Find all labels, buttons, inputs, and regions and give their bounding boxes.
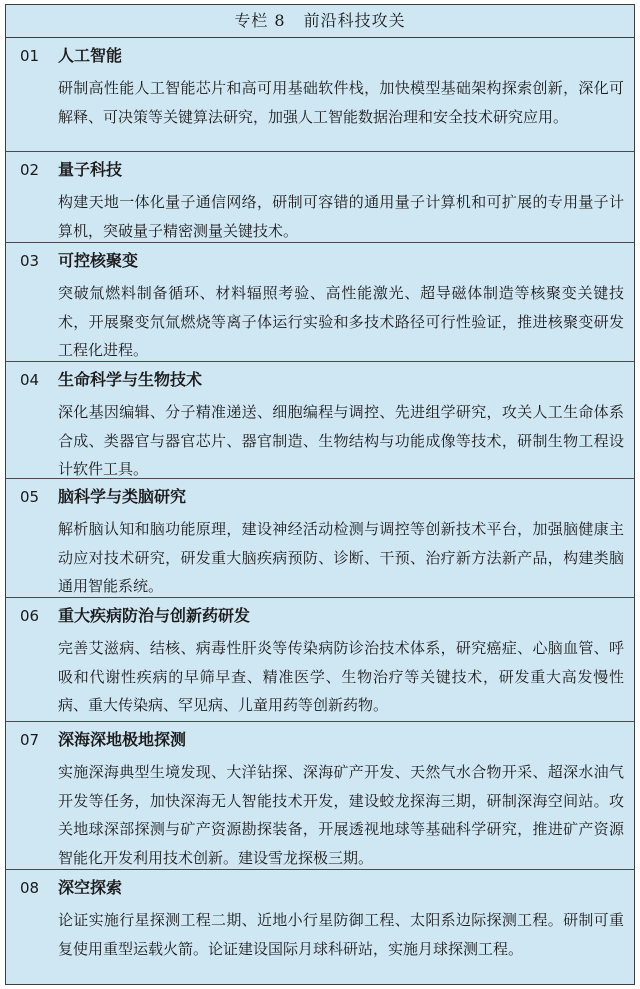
section-number: 07 [20,731,40,749]
section-heading [20,370,202,390]
section-deep-exploration [6,722,634,870]
section-text: 实施深海典型生境发现、大洋钻探、深海矿产开发、天然气水合物开采、超深水油气开发等任务，加快深海无人智能技术开发，建设蛟龙探海三期，研制深海空间站。攻关地球深部探测与矿产资源勘探装备，开展透视地球等基础科学研究，推进矿产资源智能化开发利用技术创新。建设雪龙探极三期。 [58,763,624,867]
section-heading [20,160,122,180]
section-title: 深海深地极地探测 [58,730,187,749]
section-title: 深空探索 [58,878,123,897]
section-heading [20,878,122,898]
section-text: 构建天地一体化量子通信网络，研制可容错的通用量子计算机和可扩展的专用量子计算机，突破量子精密测量关键技术。 [58,193,624,240]
section-heading [20,487,186,507]
section-title: 脑科学与类脑研究 [58,487,187,506]
box-title-label: 专栏 8 [234,11,286,30]
section-brain-science [6,479,634,598]
section-heading [20,46,122,66]
section-number: 05 [20,488,40,506]
section-title: 生命科学与生物技术 [58,370,203,389]
section-text: 突破氚燃料制备循环、材料辐照考验、高性能激光、超导磁体制造等核聚变关键技术，开展聚变氘氚燃烧等离子体运行实验和多技术路径可行性验证，推进核聚变研发工程化进程。 [58,284,624,359]
section-deep-space [6,870,634,984]
section-number: 01 [20,47,40,65]
section-text: 研制高性能人工智能芯片和高可用基础软件栈，加快模型基础架构探索创新，深化可解释、可决策等关键算法研究，加强人工智能数据治理和安全技术研究应用。 [58,79,624,126]
column-box [5,4,635,985]
section-ai [6,38,634,152]
section-quantum [6,152,634,243]
box-title [6,5,634,38]
section-life-science [6,362,634,479]
section-number: 02 [20,161,40,179]
section-text: 论证实施行星探测工程二期、近地小行星防御工程、太阳系边际探测工程。研制可重复使用重型运载火箭。论证建设国际月球科研站，实施月球探测工程。 [58,911,624,958]
section-title: 量子科技 [58,160,123,179]
section-text: 完善艾滋病、结核、病毒性肝炎等传染病防诊治技术体系，研究癌症、心脑血管、呼吸和代谢性疾病的早筛早查、精准医学、生物治疗等关键技术，研发重大高发慢性病、重大传染病、罕见病、儿童用药等创新药物。 [58,639,624,714]
section-number: 08 [20,879,40,897]
section-title: 可控核聚变 [58,251,139,270]
section-title: 人工智能 [58,46,123,65]
section-number: 04 [20,371,40,389]
section-text: 深化基因编辑、分子精准递送、细胞编程与调控、先进组学研究，攻关人工生命体系合成、类器官与器官芯片、器官制造、生物结构与功能成像等技术，研制生物工程设计软件工具。 [58,403,624,478]
section-heading [20,606,250,626]
section-number: 06 [20,607,40,625]
section-text: 解析脑认知和脑功能原理，建设神经活动检测与调控等创新技术平台，加强脑健康主动应对技术研究，研发重大脑疾病预防、诊断、干预、治疗新方法新产品，构建类脑通用智能系统。 [58,520,624,595]
section-title: 重大疾病防治与创新药研发 [58,606,251,625]
section-fusion [6,243,634,362]
box-title-text: 前沿科技攻关 [303,11,406,30]
section-disease-drug [6,598,634,722]
section-heading [20,251,138,271]
section-number: 03 [20,252,40,270]
section-heading [20,730,186,750]
